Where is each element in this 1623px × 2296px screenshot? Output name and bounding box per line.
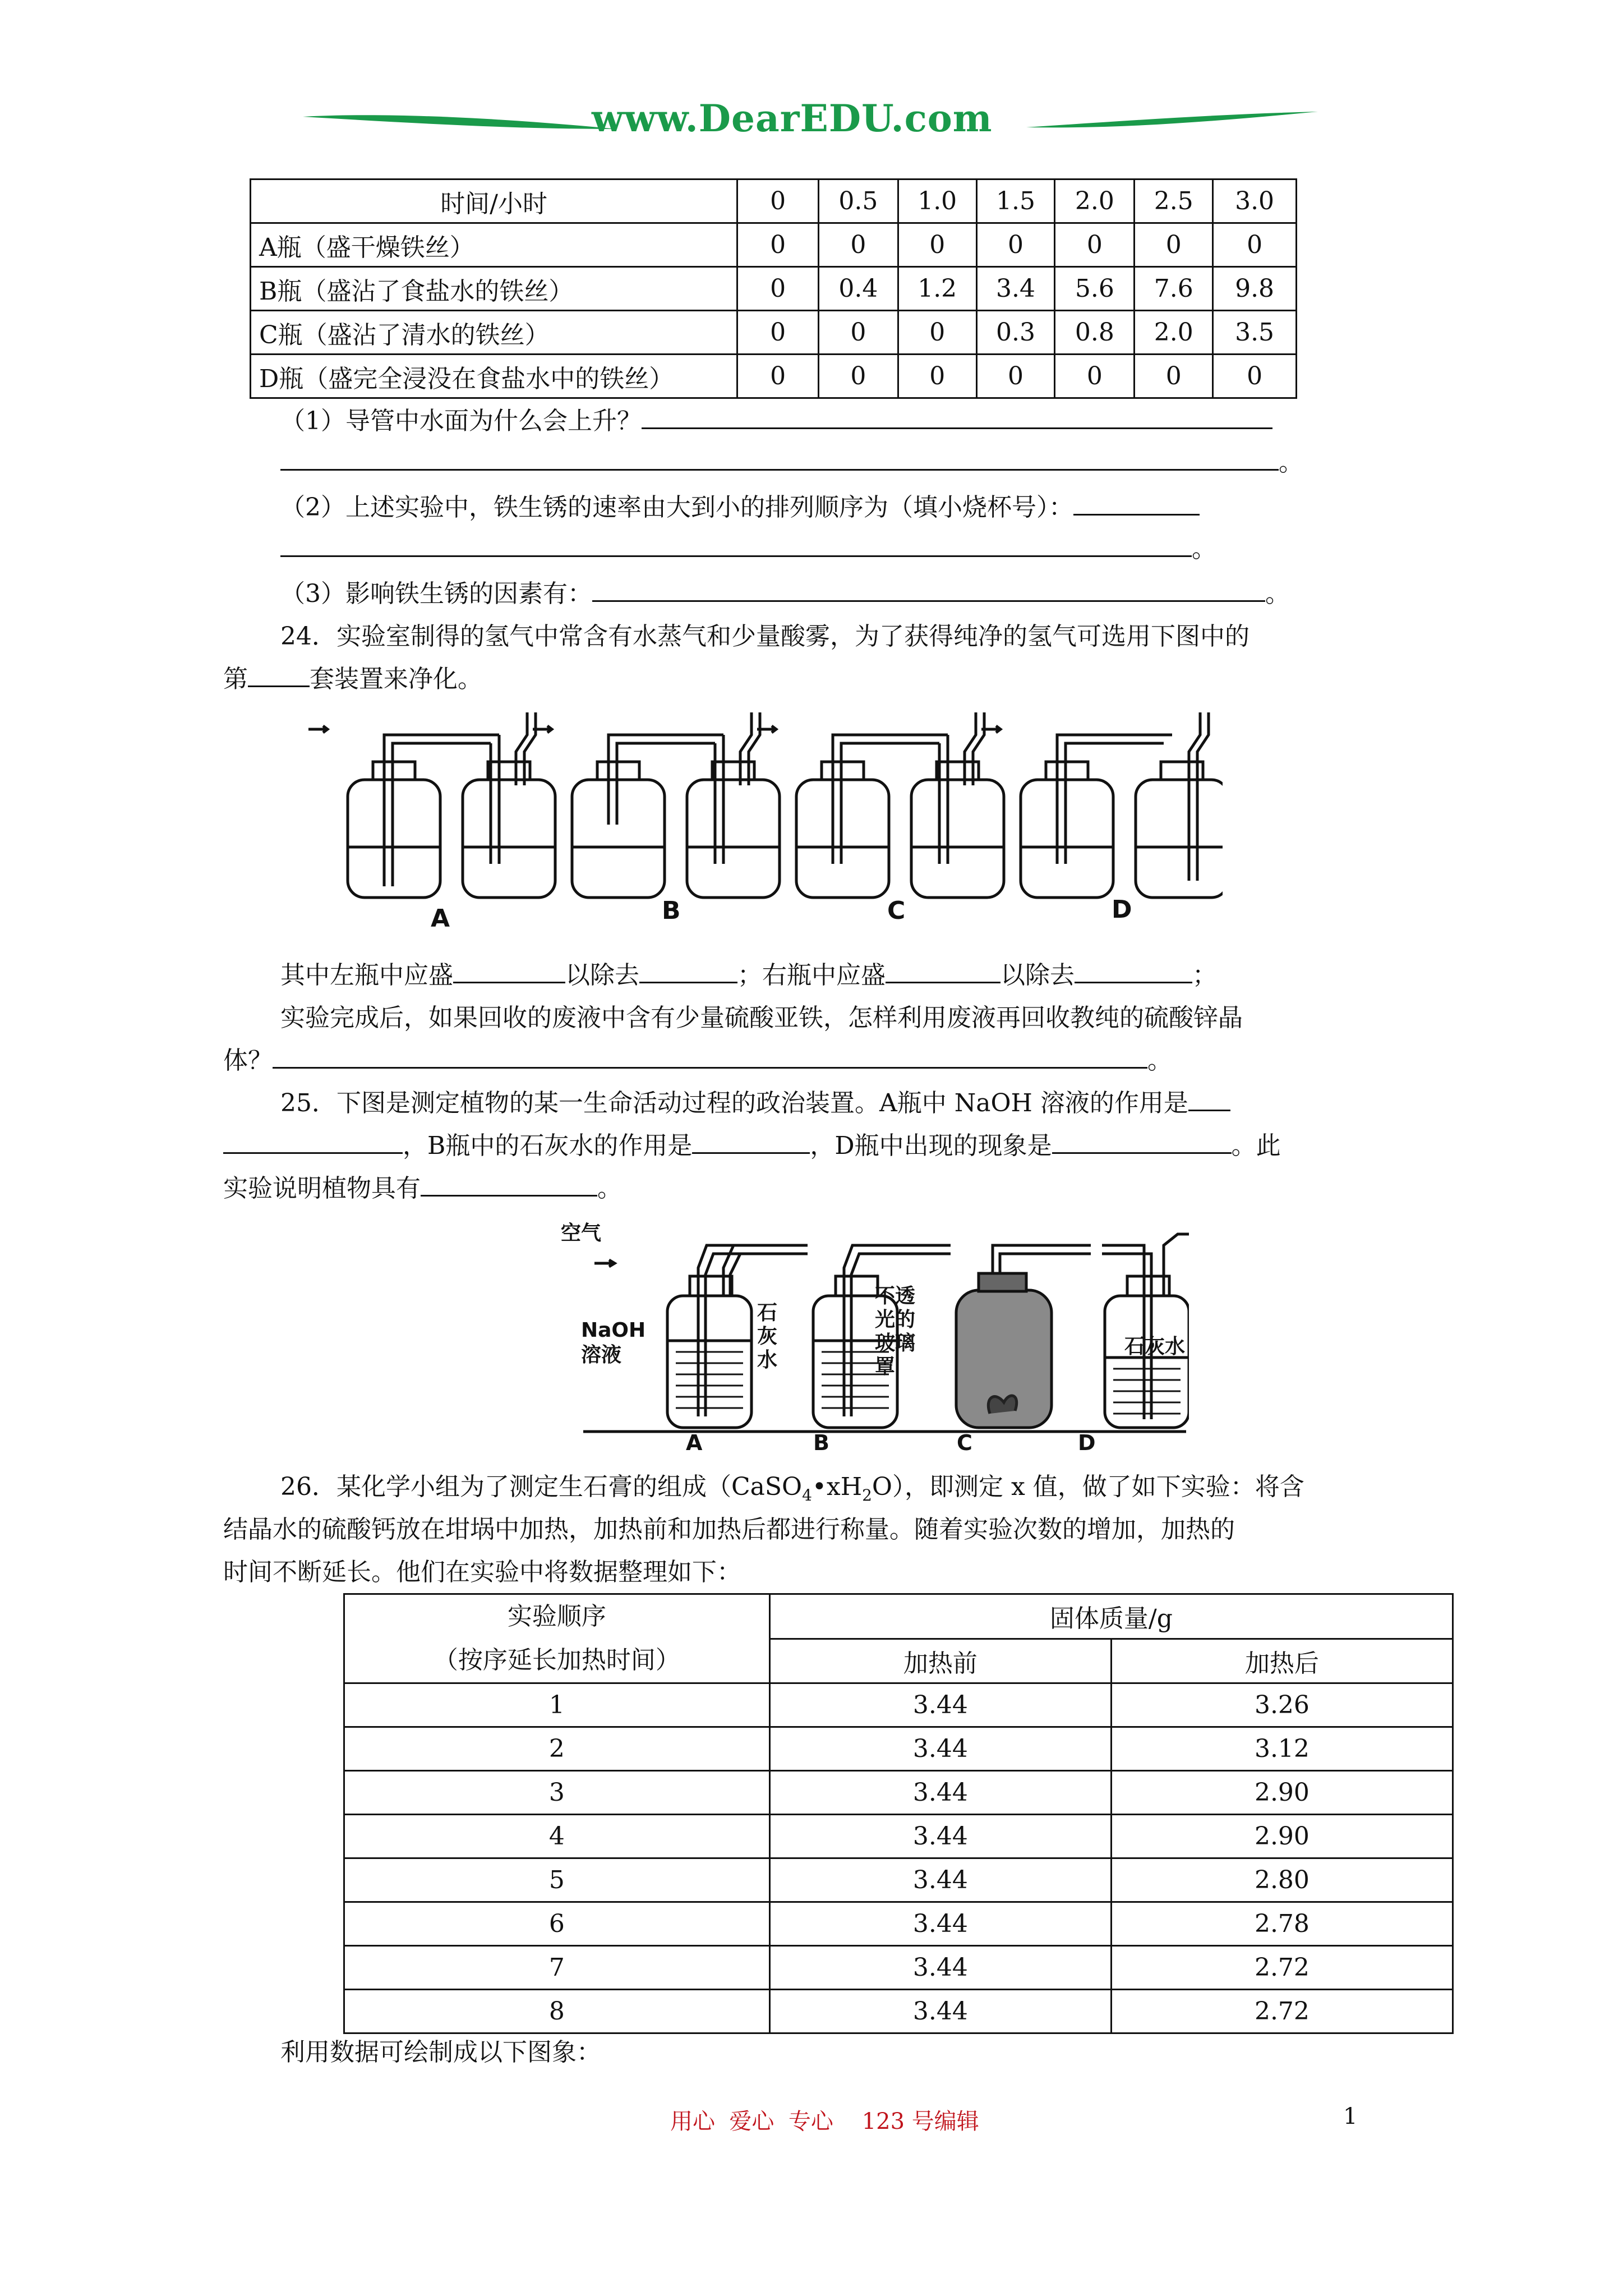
q26-text: O），即测定 x 值，做了如下实验：将含 bbox=[872, 1473, 1304, 1501]
cell: 1.2 bbox=[898, 267, 976, 311]
cell: 0 bbox=[1055, 223, 1135, 267]
cell: 3.44 bbox=[769, 1990, 1111, 2033]
time-cell: 0.5 bbox=[818, 180, 898, 223]
q25-text: 。 bbox=[597, 1174, 622, 1203]
answer-blank[interactable] bbox=[886, 959, 1000, 983]
answer-blank[interactable] bbox=[421, 1172, 597, 1197]
q26-line-after: 利用数据可绘制成以下图象： bbox=[280, 2038, 601, 2067]
punct: 。 bbox=[1192, 535, 1216, 563]
gas-washing-apparatus-diagram bbox=[303, 712, 1223, 937]
time-cell: 2.0 bbox=[1055, 180, 1135, 223]
cell: 0 bbox=[898, 355, 976, 398]
time-cell: 3.0 bbox=[1213, 180, 1297, 223]
cell: 2.90 bbox=[1111, 1815, 1453, 1858]
q24-text: 其中左瓶中应盛 bbox=[280, 961, 453, 990]
q23-part2-text: （2）上述实验中，铁生锈的速率由大到小的排列顺序为（填小烧杯号）： bbox=[280, 493, 1073, 522]
limewater-b-label bbox=[757, 1301, 777, 1372]
apparatus-set-c bbox=[757, 712, 1004, 898]
cell: 2.90 bbox=[1111, 1771, 1453, 1815]
cell: 2.72 bbox=[1111, 1990, 1453, 2033]
cell: 0 bbox=[737, 223, 819, 267]
cell: 3.44 bbox=[769, 1771, 1111, 1815]
answer-blank[interactable] bbox=[248, 663, 310, 687]
cell: 0 bbox=[1135, 355, 1213, 398]
table-row bbox=[344, 1683, 1453, 1727]
cell: 5 bbox=[344, 1858, 770, 1902]
header-swoosh-left bbox=[303, 101, 617, 146]
answer-blank[interactable] bbox=[1188, 1087, 1230, 1111]
cell: 0 bbox=[737, 267, 819, 311]
cell: 3.12 bbox=[1111, 1727, 1453, 1771]
q24-line4: 实验完成后，如果回收的废液中含有少量硫酸亚铁，怎样利用废液再回收教纯的硫酸锌晶 bbox=[280, 1004, 1243, 1032]
page-number: 1 bbox=[1343, 2104, 1358, 2129]
apparatus-set-d bbox=[981, 712, 1223, 898]
air-label: 空气 bbox=[561, 1222, 602, 1245]
cell: 0 bbox=[818, 311, 898, 355]
q25-text: ，B瓶中的石灰水的作用是 bbox=[403, 1131, 693, 1160]
cell: 0 bbox=[1213, 355, 1297, 398]
subscript: 2 bbox=[862, 1485, 872, 1504]
cell: 7.6 bbox=[1135, 267, 1213, 311]
cell: 3.44 bbox=[769, 1815, 1111, 1858]
q25-text: 。此 bbox=[1231, 1131, 1281, 1160]
row-label: C瓶（盛沾了清水的铁丝） bbox=[251, 311, 737, 355]
cover-line: 玻璃 bbox=[875, 1332, 916, 1355]
cell: 2.0 bbox=[1135, 311, 1213, 355]
table-row bbox=[344, 1858, 1453, 1902]
time-cell: 1.5 bbox=[976, 180, 1055, 223]
q24-line1: 24．实验室制得的氢气中常含有水蒸气和少量酸雾，为了获得纯净的氢气可选用下图中的 bbox=[280, 622, 1249, 651]
bottle-a bbox=[667, 1245, 808, 1428]
answer-blank[interactable] bbox=[273, 1045, 1147, 1069]
q24-text: ； bbox=[1192, 961, 1217, 990]
opaque-cover-label bbox=[875, 1285, 915, 1379]
cell: 0 bbox=[976, 223, 1055, 267]
cell: 3.5 bbox=[1213, 311, 1297, 355]
cell: 0 bbox=[818, 223, 898, 267]
diagram-label-a: A bbox=[686, 1430, 703, 1455]
answer-blank[interactable] bbox=[592, 578, 1265, 602]
table-row bbox=[344, 1902, 1453, 1946]
q25-line2 bbox=[223, 1124, 1281, 1168]
q24-text: 第 bbox=[223, 665, 248, 693]
cell: 2 bbox=[344, 1727, 770, 1771]
apparatus-set-a bbox=[308, 712, 555, 898]
punct: 。 bbox=[1147, 1046, 1172, 1075]
q23-part1-text: （1）导管中水面为什么会上升？ bbox=[280, 407, 642, 435]
cell: 0 bbox=[737, 355, 819, 398]
cell: 3.44 bbox=[769, 1902, 1111, 1946]
cell: 4 bbox=[344, 1815, 770, 1858]
answer-blank[interactable] bbox=[639, 959, 737, 983]
apparatus-label-a: A bbox=[431, 904, 450, 933]
footer-text: 用心 爱心 专心 123 号编辑 bbox=[670, 2109, 979, 2134]
cell: 2.78 bbox=[1111, 1902, 1453, 1946]
table-row bbox=[251, 355, 1297, 398]
header-swoosh-right bbox=[1026, 104, 1318, 143]
punct: 。 bbox=[1265, 579, 1290, 608]
diagram-label-d: D bbox=[1078, 1430, 1096, 1455]
q25-text: 实验说明植物具有 bbox=[223, 1174, 421, 1203]
after-header: 加热后 bbox=[1111, 1639, 1453, 1683]
limewater-char: 石 bbox=[757, 1301, 778, 1324]
bottle-c-opaque-cover bbox=[956, 1245, 1091, 1428]
cell: 0 bbox=[737, 311, 819, 355]
cell: 5.6 bbox=[1055, 267, 1135, 311]
table-header-row bbox=[251, 180, 1297, 223]
cell: 0 bbox=[1213, 223, 1297, 267]
q26-line2: 结晶水的硫酸钙放在坩埚中加热，加热前和加热后都进行称量。随着实验次数的增加，加热的 bbox=[223, 1515, 1235, 1544]
row-label: A瓶（盛干燥铁丝） bbox=[251, 223, 737, 267]
q24-text: 以除去 bbox=[1000, 961, 1075, 990]
q24-line5 bbox=[223, 1039, 1172, 1083]
q26-text: 26．某化学小组为了测定生石膏的组成（CaSO bbox=[280, 1473, 803, 1501]
cell: 7 bbox=[344, 1946, 770, 1990]
order-header bbox=[344, 1594, 770, 1683]
table-row bbox=[251, 267, 1297, 311]
q24-line2 bbox=[223, 657, 482, 701]
answer-blank[interactable] bbox=[1052, 1130, 1232, 1154]
table-row bbox=[344, 1771, 1453, 1815]
table-row bbox=[251, 311, 1297, 355]
diagram-label-b: B bbox=[813, 1430, 829, 1455]
header-site: www.DearEDU.com bbox=[592, 96, 993, 140]
cell: 3 bbox=[344, 1771, 770, 1815]
cell: 0 bbox=[898, 223, 976, 267]
cell: 3.44 bbox=[769, 1858, 1111, 1902]
punct: 。 bbox=[1279, 448, 1303, 477]
table-row bbox=[344, 1990, 1453, 2033]
answer-blank[interactable] bbox=[692, 1130, 810, 1154]
q24-fill-line bbox=[280, 954, 1217, 997]
answer-blank[interactable] bbox=[1075, 959, 1192, 983]
cell: 9.8 bbox=[1213, 267, 1297, 311]
cell: 8 bbox=[344, 1990, 770, 2033]
time-cell: 1.0 bbox=[898, 180, 976, 223]
order-header-line: 实验顺序 bbox=[507, 1602, 606, 1631]
q25-text: ，D瓶中出现的现象是 bbox=[810, 1131, 1052, 1160]
limewater-d-label: 石灰水 bbox=[1124, 1335, 1186, 1358]
row-label: D瓶（盛完全浸没在食盐水中的铁丝） bbox=[251, 355, 737, 398]
q25-line1 bbox=[280, 1082, 1230, 1125]
q24-text: 体？ bbox=[223, 1046, 273, 1075]
cell: 0 bbox=[976, 355, 1055, 398]
row-label: B瓶（盛沾了食盐水的铁丝） bbox=[251, 267, 737, 311]
table-row bbox=[344, 1946, 1453, 1990]
q23-part3-text: （3）影响铁生锈的因素有： bbox=[280, 579, 592, 608]
naoh-label bbox=[581, 1318, 645, 1368]
cell: 0.8 bbox=[1055, 311, 1135, 355]
answer-blank[interactable] bbox=[642, 405, 1272, 429]
apparatus-label-c: C bbox=[887, 896, 906, 925]
q23-part2 bbox=[280, 486, 1200, 530]
cell: 0.4 bbox=[818, 267, 898, 311]
cell: 0.3 bbox=[976, 311, 1055, 355]
q23-part1-cont bbox=[280, 441, 1303, 485]
order-header-line: （按序延长加热时间） bbox=[433, 1646, 680, 1674]
q26-text: •xH bbox=[811, 1473, 863, 1501]
answer-blank[interactable] bbox=[1073, 491, 1200, 516]
apparatus-label-d: D bbox=[1112, 895, 1132, 924]
q23-part3 bbox=[280, 572, 1290, 616]
cell: 0 bbox=[1135, 223, 1213, 267]
answer-blank[interactable] bbox=[280, 533, 1192, 557]
answer-blank[interactable] bbox=[223, 1130, 403, 1154]
cell: 0 bbox=[1055, 355, 1135, 398]
cell: 3.26 bbox=[1111, 1683, 1453, 1727]
q24-text: 套装置来净化。 bbox=[310, 665, 482, 693]
cell: 1 bbox=[344, 1683, 770, 1727]
cell: 3.44 bbox=[769, 1946, 1111, 1990]
cell: 3.44 bbox=[769, 1683, 1111, 1727]
cell: 6 bbox=[344, 1902, 770, 1946]
limewater-char: 灰 bbox=[757, 1325, 778, 1348]
q23-part2-cont bbox=[280, 527, 1216, 571]
table-header-row bbox=[344, 1594, 1453, 1639]
cell: 0 bbox=[898, 311, 976, 355]
time-cell: 2.5 bbox=[1135, 180, 1213, 223]
apparatus-label-b: B bbox=[662, 896, 681, 925]
before-header: 加热前 bbox=[769, 1639, 1111, 1683]
q24-text: ；右瓶中应盛 bbox=[737, 961, 886, 990]
cell: 3.44 bbox=[769, 1727, 1111, 1771]
naoh-line: NaOH bbox=[581, 1319, 646, 1342]
limewater-char: 水 bbox=[757, 1349, 778, 1372]
table-row bbox=[344, 1815, 1453, 1858]
gypsum-heating-table bbox=[343, 1593, 1454, 2034]
cell: 2.72 bbox=[1111, 1946, 1453, 1990]
mass-header: 固体质量/g bbox=[769, 1594, 1453, 1639]
time-header: 时间/小时 bbox=[251, 180, 737, 223]
cell: 0 bbox=[818, 355, 898, 398]
table-row bbox=[344, 1727, 1453, 1771]
time-cell: 0 bbox=[737, 180, 819, 223]
q26-line3: 时间不断延长。他们在实验中将数据整理如下： bbox=[223, 1558, 741, 1586]
answer-blank[interactable] bbox=[453, 959, 565, 983]
cell: 2.80 bbox=[1111, 1858, 1453, 1902]
table-row bbox=[251, 223, 1297, 267]
diagram-label-c: C bbox=[957, 1430, 972, 1455]
cover-line: 光的 bbox=[875, 1308, 916, 1331]
naoh-line: 溶液 bbox=[581, 1343, 622, 1366]
cover-line: 罩 bbox=[875, 1355, 896, 1378]
q24-text: 以除去 bbox=[565, 961, 639, 990]
rust-rate-table bbox=[250, 178, 1297, 399]
q23-part1 bbox=[280, 399, 1272, 443]
apparatus-set-b bbox=[533, 712, 780, 898]
q25-text: 25．下图是测定植物的某一生命活动过程的政治装置。A瓶中 NaOH 溶液的作用是 bbox=[280, 1089, 1188, 1117]
answer-blank[interactable] bbox=[280, 447, 1279, 471]
subscript: 4 bbox=[802, 1485, 812, 1504]
cell: 3.4 bbox=[976, 267, 1055, 311]
q25-line3 bbox=[223, 1167, 622, 1211]
cover-line: 不透 bbox=[875, 1285, 916, 1308]
